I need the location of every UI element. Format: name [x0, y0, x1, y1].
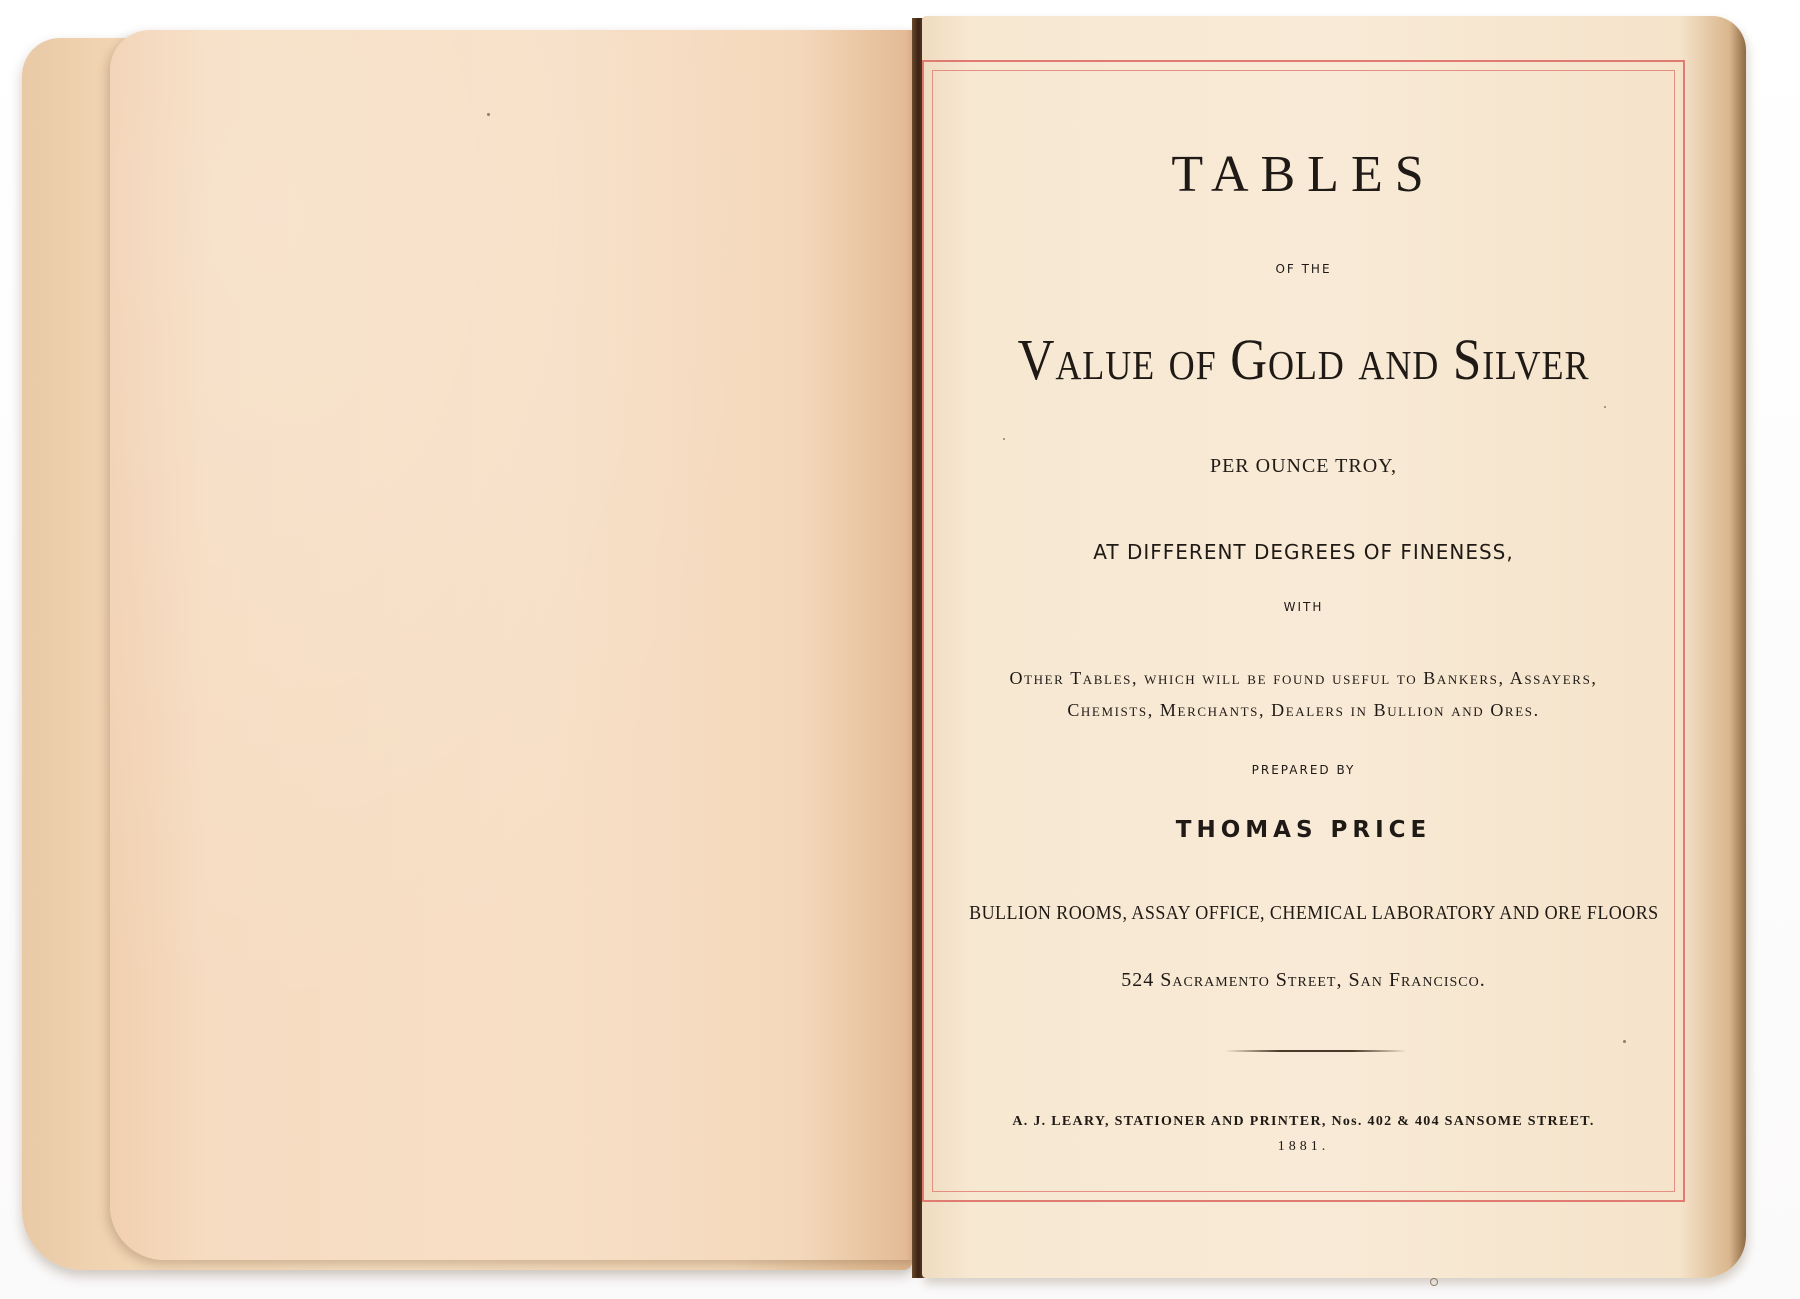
business-line: BULLION ROOMS, ASSAY OFFICE, CHEMICAL LABORATORY AND ORE FLOORS	[969, 902, 1659, 924]
prepared-by-line: PREPARED BY	[1251, 763, 1356, 777]
address-line: 524 Sacramento Street, San Francisco.	[1121, 969, 1486, 991]
publication-year: 1881.	[1277, 1139, 1330, 1154]
paper-speck	[1430, 1278, 1438, 1286]
left-blank-page	[110, 30, 922, 1260]
paper-speck	[1003, 438, 1005, 440]
of-the-line: OF THE	[1275, 262, 1332, 276]
paper-speck	[1623, 1040, 1626, 1043]
book-title: TABLES	[1171, 146, 1436, 203]
decorative-rule	[1225, 1050, 1407, 1052]
fineness-line: AT DIFFERENT DEGREES OF FINENESS,	[1093, 540, 1514, 564]
paper-speck	[1604, 406, 1606, 408]
other-tables-line-1: Other Tables, which will be found useful to Bankers, Assayers,	[1009, 668, 1598, 688]
per-ounce-line: PER OUNCE TROY,	[1209, 455, 1398, 477]
other-tables-line-2: Chemists, Merchants, Dealers in Bullion and Ores.	[1067, 700, 1540, 720]
paper-speck	[487, 113, 490, 116]
subject-heading: Value of Gold and Silver	[1017, 327, 1590, 392]
author-name: THOMAS PRICE	[1175, 817, 1432, 843]
red-border-inner	[932, 70, 1675, 1192]
with-line: WITH	[1283, 600, 1324, 614]
printer-imprint: A. J. LEARY, STATIONER AND PRINTER, Nos. 402 & 404 SANSOME STREET.	[1012, 1114, 1595, 1129]
